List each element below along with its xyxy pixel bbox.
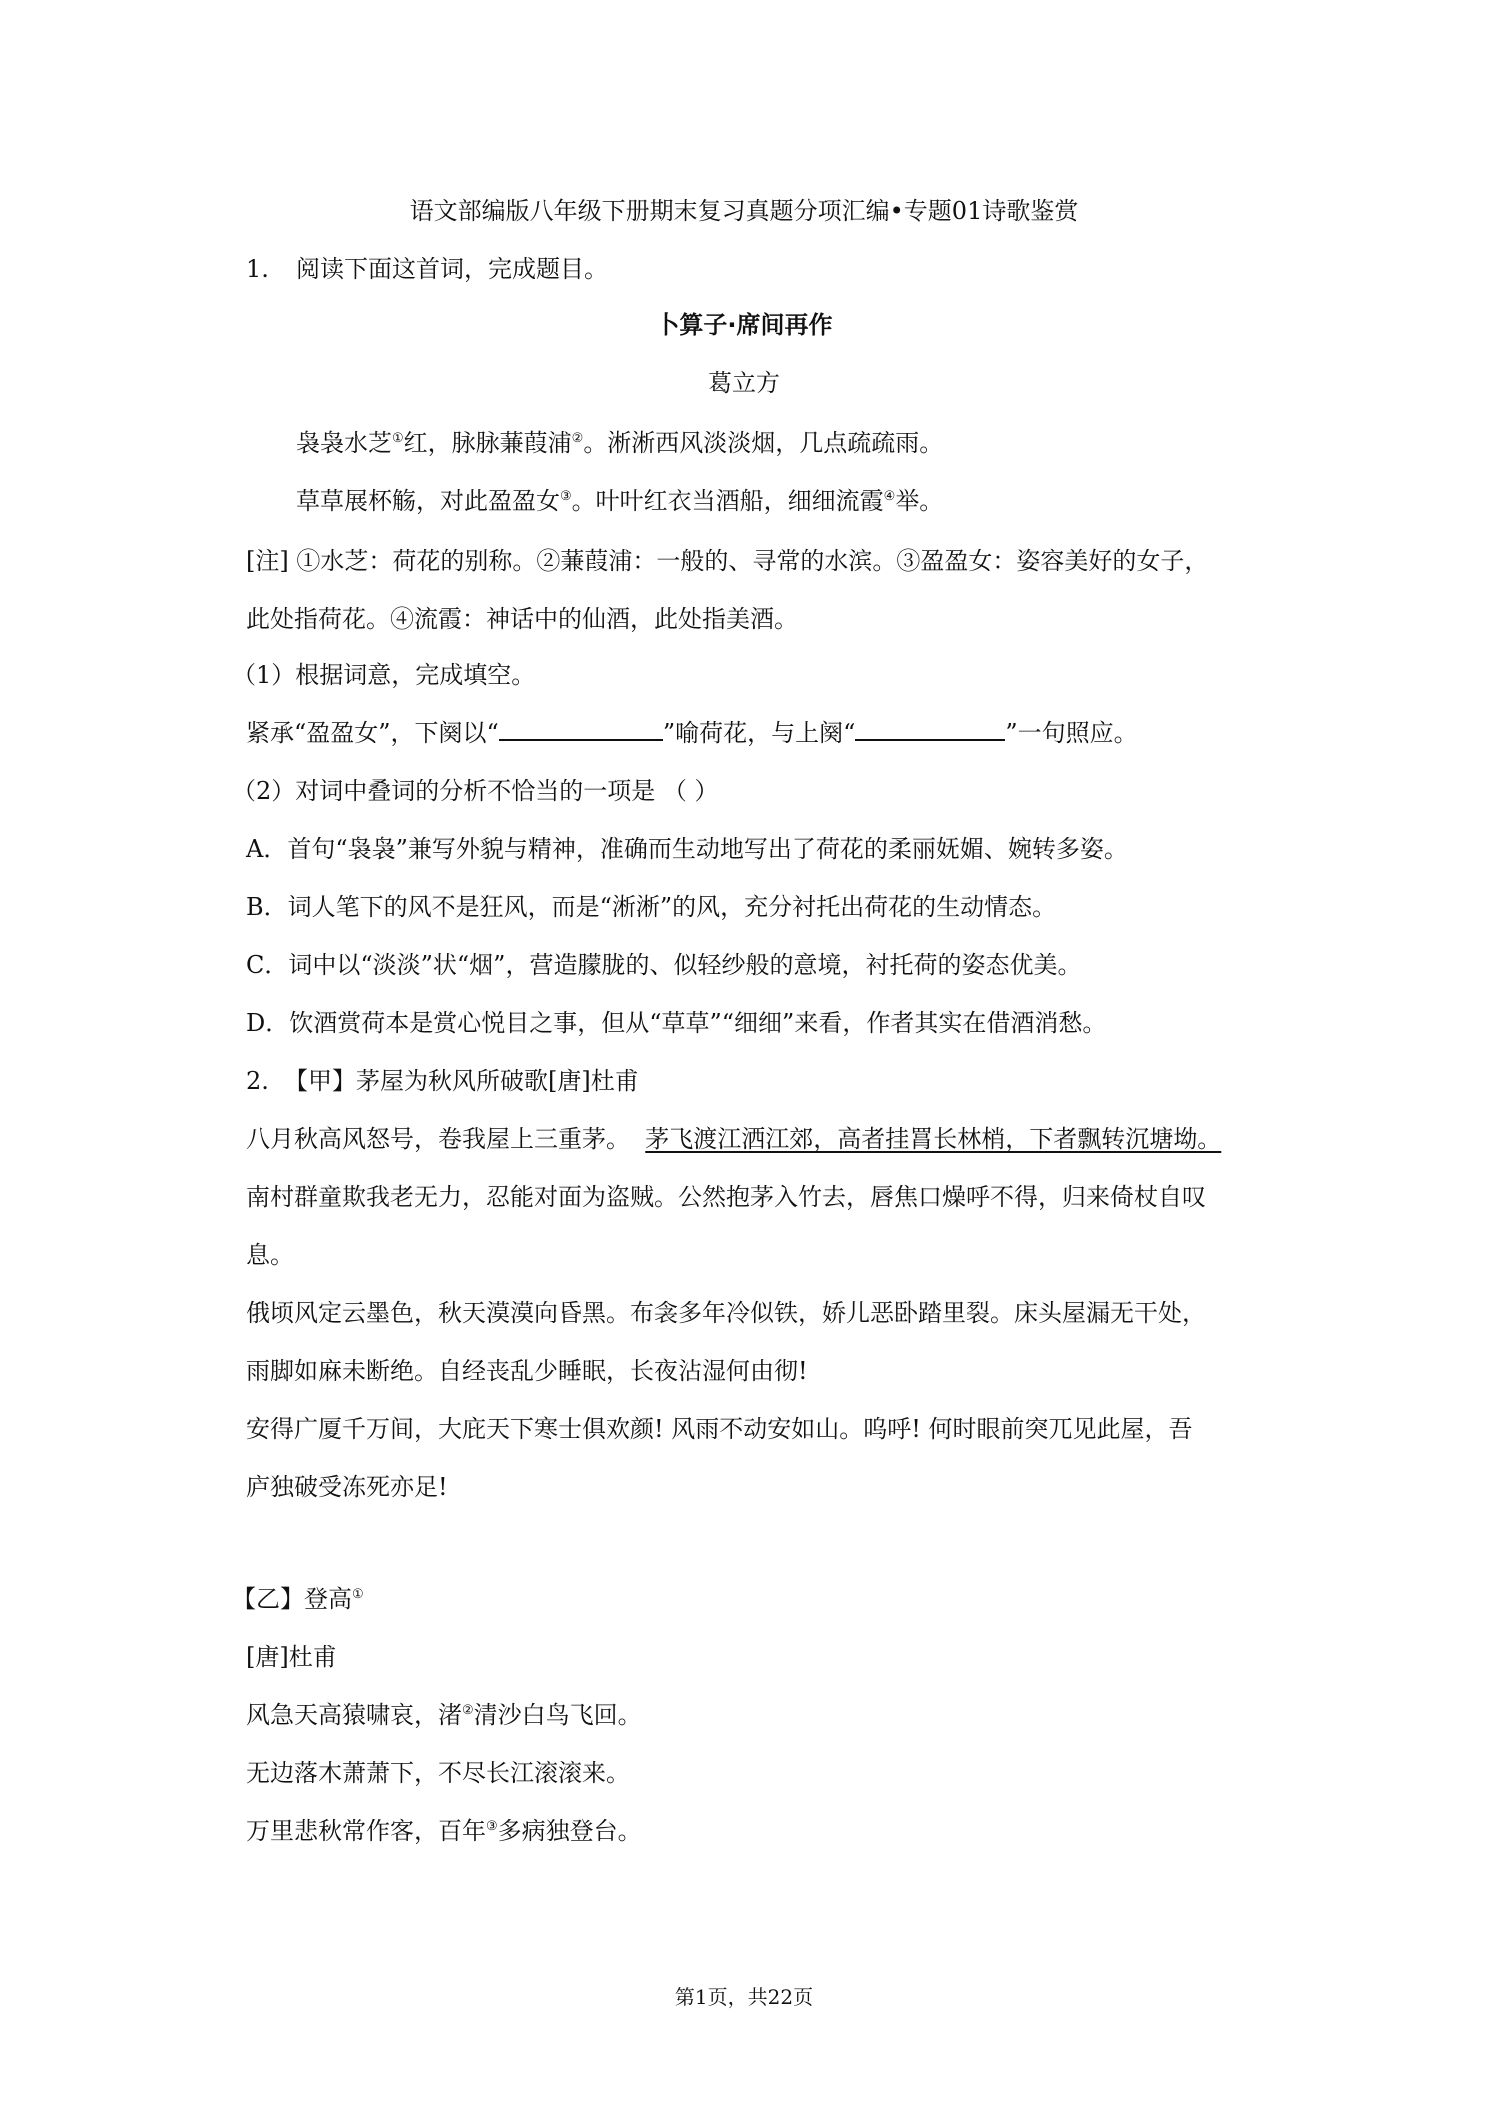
- answer-blank[interactable]: [499, 719, 663, 741]
- poem-line: 风急天高猿啸哀，渚②清沙白鸟飞回。: [246, 1701, 642, 1729]
- passage-line: 息。: [246, 1241, 294, 1269]
- passage-heading: 【乙】登高①: [232, 1585, 364, 1613]
- poem-title: 卜算子·席间再作: [655, 311, 833, 339]
- poem-line: 袅袅水芝①红，脉脉蒹葭浦②。淅淅西风淡淡烟，几点疏疏雨。: [296, 429, 944, 457]
- sub-question: （2）对词中叠词的分析不恰当的一项是 （ ）: [232, 777, 719, 805]
- footnote-marker: ①: [352, 1587, 364, 1602]
- underlined-text: 茅飞渡江洒江郊，高者挂罥长林梢，下者飘转沉塘坳。: [645, 1125, 1222, 1153]
- footnote-marker: ②: [571, 431, 584, 446]
- passage-line: 庐独破受冻死亦足!: [246, 1473, 448, 1501]
- question-number: 1.: [246, 255, 269, 283]
- poem-line: 草草展杯觞，对此盈盈女③。叶叶红衣当酒船，细细流霞④举。: [296, 487, 944, 515]
- footnote-marker: ③: [486, 1819, 498, 1834]
- passage-line: 八月秋高风怒号，卷我屋上三重茅。 茅飞渡江洒江郊，高者挂罥长林梢，下者飘转沉塘坳。: [246, 1125, 1222, 1153]
- poem-line: 万里悲秋常作客，百年③多病独登台。: [246, 1817, 642, 1845]
- option-a: A．首句“袅袅”兼写外貌与精神，准确而生动地写出了荷花的柔丽妩媚、婉转多姿。: [246, 835, 1128, 863]
- footnote-marker: ①: [392, 431, 404, 446]
- answer-blank[interactable]: [855, 719, 1005, 741]
- fill-blank-sentence: 紧承“盈盈女”，下阕以“ ”喻荷花，与上阕“ ”一句照应。: [246, 719, 1138, 747]
- question-number: 2.: [246, 1067, 269, 1095]
- option-d: D．饮酒赏荷本是赏心悦目之事，但从“草草”“细细”来看，作者其实在借酒消愁。: [246, 1009, 1107, 1037]
- page-title: 语文部编版八年级下册期末复习真题分项汇编•专题01诗歌鉴赏: [409, 197, 1079, 225]
- annotation: [注] ①水芝：荷花的别称。②蒹葭浦：一般的、寻常的水滨。③盈盈女：姿容美好的女子，: [246, 547, 1209, 575]
- question-prompt: 阅读下面这首词，完成题目。: [296, 255, 608, 283]
- passage-line: 雨脚如麻未断绝。自经丧乱少睡眠，长夜沾湿何由彻!: [246, 1357, 808, 1385]
- poem-author: [唐]杜甫: [246, 1643, 337, 1671]
- annotation: 此处指荷花。④流霞：神话中的仙酒，此处指美酒。: [246, 605, 798, 633]
- passage-line: 俄顷风定云墨色，秋天漠漠向昏黑。布衾多年冷似铁，娇儿恶卧踏里裂。床头屋漏无干处，: [246, 1299, 1206, 1327]
- poem-author: 葛立方: [708, 369, 780, 397]
- footnote-marker: ④: [883, 489, 896, 504]
- option-b: B．词人笔下的风不是狂风，而是“淅淅”的风，充分衬托出荷花的生动情态。: [246, 893, 1057, 921]
- passage-line: 南村群童欺我老无力，忍能对面为盗贼。公然抱茅入竹去，唇焦口燥呼不得，归来倚杖自叹: [246, 1183, 1206, 1211]
- footnote-marker: ②: [462, 1703, 474, 1718]
- poem-line: 无边落木萧萧下，不尽长江滚滚来。: [246, 1759, 630, 1787]
- passage-heading: 【甲】茅屋为秋风所破歌[唐]杜甫: [284, 1067, 639, 1095]
- page-footer: 第1页，共22页: [674, 1985, 814, 2009]
- footnote-marker: ③: [560, 489, 572, 504]
- passage-line: 安得广厦千万间，大庇天下寒士俱欢颜! 风雨不动安如山。呜呼! 何时眼前突兀见此屋，吾: [246, 1415, 1193, 1443]
- option-c: C．词中以“淡淡”状“烟”，营造朦胧的、似轻纱般的意境，衬托荷的姿态优美。: [246, 951, 1082, 979]
- sub-question: （1）根据词意，完成填空。: [232, 661, 536, 689]
